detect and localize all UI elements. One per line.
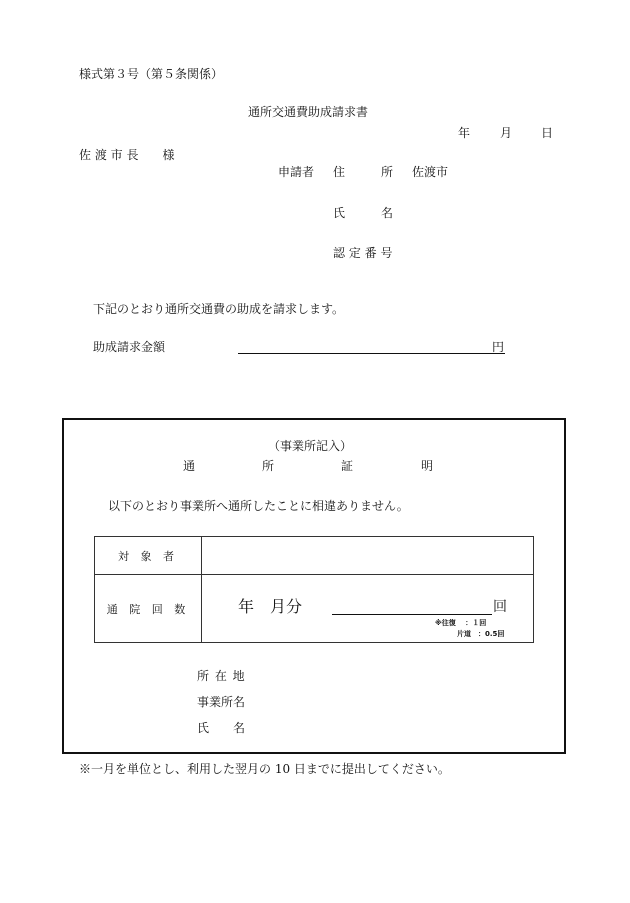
addressee: 佐 渡 市 長 様: [79, 148, 175, 162]
certification-note-header: （事業所記入）: [268, 439, 353, 453]
date-year-label: 年: [458, 126, 471, 140]
cert-title-char-4: 明: [421, 459, 434, 473]
year-month-label: 年 月分: [238, 597, 303, 616]
cert-title-char-2: 所: [262, 459, 275, 473]
footnote: ※一月を単位とし、利用した翌月の 10 日までに提出してください。: [79, 762, 450, 776]
cert-title-char-3: 証: [341, 459, 354, 473]
cert-number-label: 認 定 番 号: [333, 246, 393, 260]
office-location-label: 所 在 地: [197, 669, 246, 683]
date-month-label: 月: [500, 126, 513, 140]
visit-count-label: 通 院 回 数: [95, 575, 202, 643]
amount-unit: 円: [492, 340, 505, 354]
office-person-name-label: 氏 名: [197, 721, 246, 735]
office-name-label: 事業所名: [197, 695, 246, 709]
applicant-label: 申請者: [278, 165, 315, 179]
note-roundtrip: ※往復 ：１回: [435, 619, 487, 627]
amount-label: 助成請求金額: [93, 340, 166, 354]
visit-count-unit: 回: [493, 599, 507, 615]
cert-title-char-1: 通: [183, 459, 196, 473]
form-number: 様式第３号（第５条関係）: [79, 67, 224, 81]
date-day-label: 日: [541, 126, 554, 140]
visit-count-field[interactable]: [202, 575, 534, 643]
visit-count-line: [332, 614, 492, 615]
certification-statement: 以下のとおり事業所へ通所したことに相違ありません。: [108, 499, 409, 513]
amount-field-line[interactable]: [238, 353, 505, 354]
note-oneway: 片道 ：0.5回: [457, 630, 505, 638]
address-label: 住 所: [333, 165, 394, 179]
form-title: 通所交通費助成請求書: [248, 105, 369, 119]
request-statement: 下記のとおり通所交通費の助成を請求します。: [93, 302, 345, 316]
subject-field[interactable]: [202, 537, 534, 575]
address-value: 佐渡市: [412, 165, 449, 179]
subject-label: 対 象 者: [95, 537, 202, 575]
applicant-name-label: 氏 名: [333, 206, 394, 220]
certification-table: [94, 536, 534, 643]
